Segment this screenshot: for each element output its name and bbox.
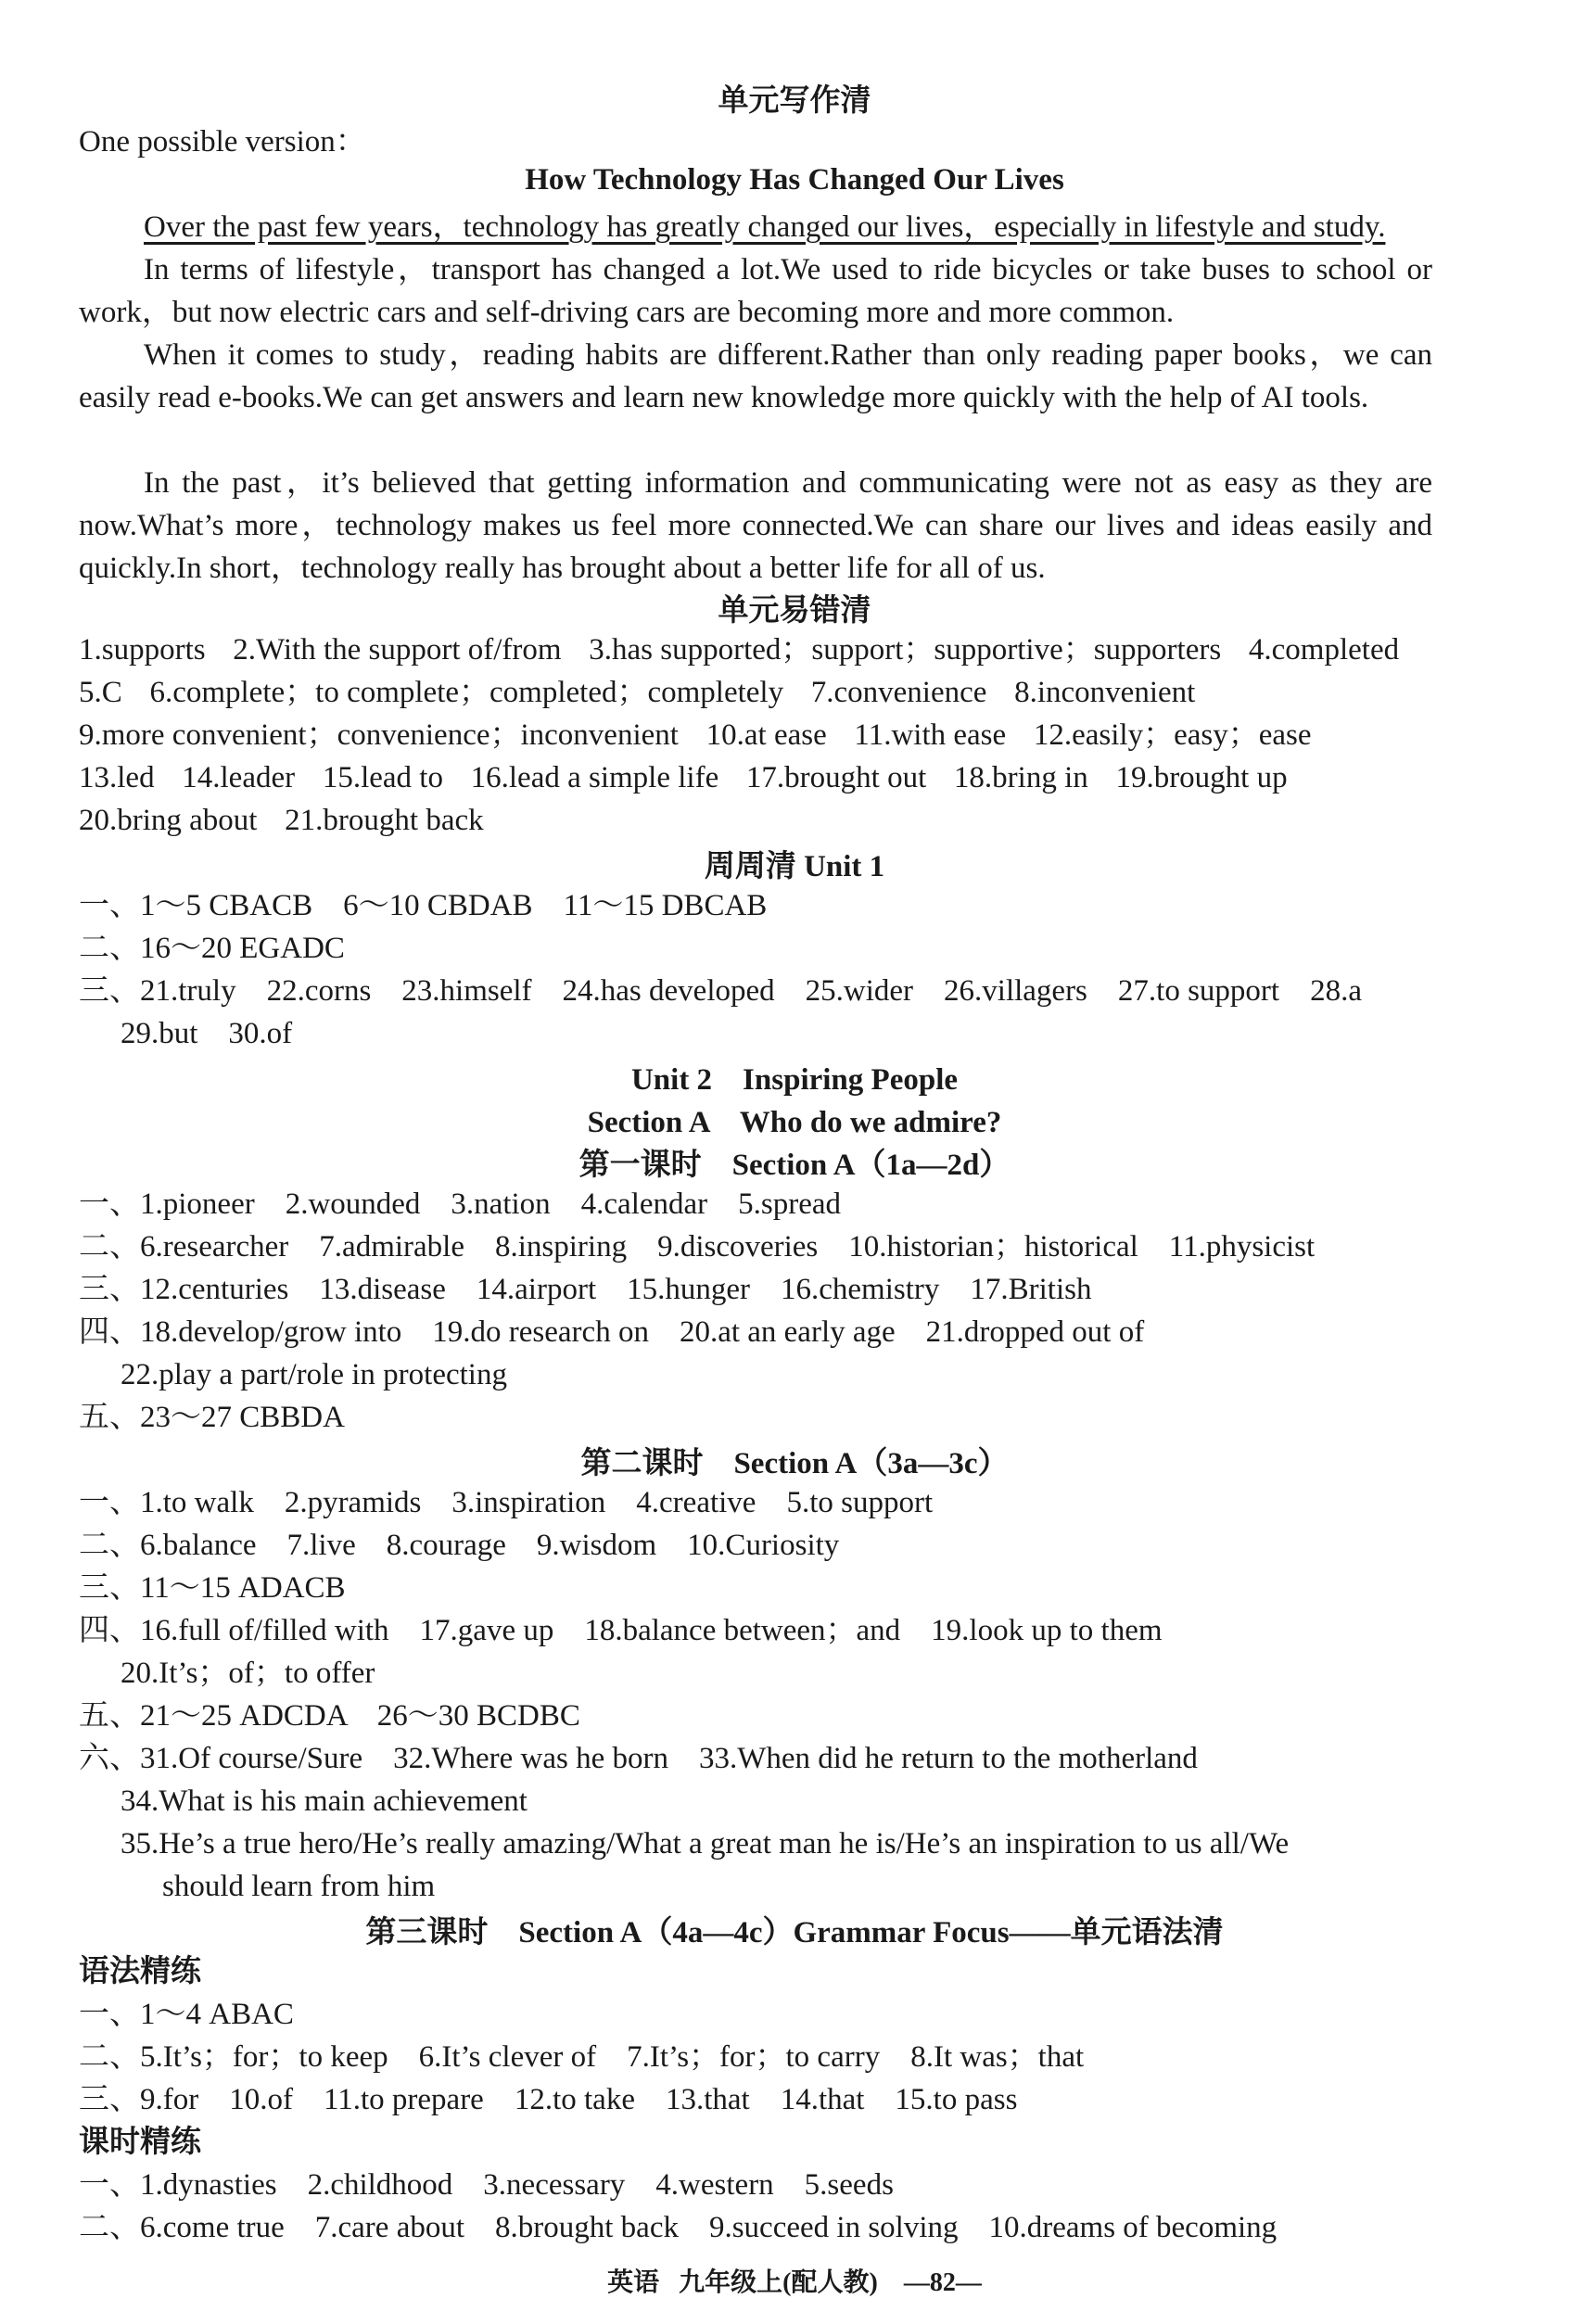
lesson2-line: should learn from him [162, 1870, 436, 1903]
essay-paragraph-3: When it comes to study，reading habits are different.Rather than only reading paper books，we can easily read e-books.We can get answers and learn new knowledge more quickly with the help of AI tools. [79, 338, 1432, 414]
answer-item: 8.inconvenient [1014, 676, 1196, 709]
lesson2-line: 二、6.balance 7.live 8.courage 9.wisdom 10.Curiosity [79, 1529, 840, 1562]
errors-heading: 单元易错清 [718, 594, 871, 628]
lesson2-line: 四、16.full of/filled with 17.gave up 18.balance between；and 19.look up to them [79, 1614, 1163, 1647]
errors-row-1 [79, 629, 1399, 671]
lesson2-line: 20.It’s；of；to offer [121, 1657, 375, 1690]
essay-topic-sentence: Over the past few years，technology has greatly changed our lives，especially in lifestyle and study. [144, 210, 1386, 244]
errors-row-3 [79, 714, 1312, 756]
answer-item: 19.brought up [1115, 761, 1288, 794]
lesson1-line: 一、1.pioneer 2.wounded 3.nation 4.calendar 5.spread [79, 1187, 842, 1221]
answer-item: 18.bring in [953, 761, 1088, 794]
weekly-line-2: 二、16～20 EGADC [79, 932, 345, 965]
unit2-section: Section A Who do we admire? [587, 1106, 1002, 1139]
errors-row-2 [79, 671, 1195, 714]
answer-item: 5.C [79, 676, 122, 709]
footer-grade: 九年级上(配人教) [679, 2268, 878, 2297]
grammar-label: 语法精练 [79, 1955, 201, 1988]
unit2-title: Unit 2 Inspiring People [630, 1063, 959, 1097]
practice-line: 二、6.come true 7.care about 8.brought back 9.succeed in solving 10.dreams of becoming [79, 2211, 1278, 2244]
footer-subject: 英语 [607, 2268, 660, 2297]
essay-paragraph-4: In the past，it’s believed that getting information and communicating were not as easy as they are now.What’s more，technology makes us feel more connected.We can share our lives and ideas easily and quickly.In short，technology really has brought about a better life for all of us. [79, 466, 1432, 585]
answer-item: 15.lead to [322, 761, 443, 794]
answer-item: 13.led [79, 761, 155, 794]
practice-label: 课时精练 [79, 2126, 201, 2159]
grammar-line: 二、5.It’s；for；to keep 6.It’s clever of 7.It’s；for；to carry 8.It was；that [79, 2040, 1085, 2074]
answer-item: 6.complete；to complete；completed；completely [149, 676, 784, 709]
lesson2-line: 六、31.Of course/Sure 32.Where was he born 33.When did he return to the motherland [79, 1742, 1198, 1775]
answer-item: 3.has supported；support；supportive；supporters [589, 633, 1222, 667]
lesson2-line: 35.He’s a true hero/He’s really amazing/What a great man he is/He’s an inspiration to us all/We [121, 1827, 1290, 1860]
weekly-heading: 周周清 Unit 1 [704, 850, 885, 883]
answer-item: 21.brought back [285, 804, 484, 837]
grammar-line: 三、9.for 10.of 11.to prepare 12.to take 13.that 14.that 15.to pass [79, 2083, 1018, 2116]
lesson1-line: 五、23～27 CBBDA [79, 1401, 345, 1434]
page-footer [0, 2262, 1589, 2299]
answer-item: 10.at ease [706, 718, 827, 752]
writing-heading: 单元写作清 [718, 84, 871, 118]
lesson1-line: 二、6.researcher 7.admirable 8.inspiring 9.discoveries 10.historian；historical 11.physicist [79, 1230, 1316, 1264]
errors-row-5 [79, 799, 484, 842]
lesson2-heading: 第二课时 Section A（3a—3c） [580, 1447, 1009, 1480]
lesson1-heading: 第一课时 Section A（1a—2d） [578, 1149, 1011, 1182]
essay-paragraph-2: In terms of lifestyle，transport has changed a lot.We used to ride bicycles or take buses to school or work，but now electric cars and self-driving cars are becoming more and more common. [79, 253, 1432, 329]
weekly-line-4: 29.but 30.of [121, 1017, 293, 1050]
grammar-line: 一、1～4 ABAC [79, 1998, 294, 2031]
answer-item: 1.supports [79, 633, 206, 667]
answer-item: 7.convenience [810, 676, 987, 709]
writing-intro: One possible version： [79, 125, 366, 159]
answer-item: 16.lead a simple life [470, 761, 719, 794]
answer-item: 17.brought out [745, 761, 927, 794]
lesson2-line: 一、1.to walk 2.pyramids 3.inspiration 4.creative 5.to support [79, 1486, 934, 1519]
weekly-line-3: 三、21.truly 22.corns 23.himself 24.has developed 25.wider 26.villagers 27.to support 28.a [79, 974, 1362, 1008]
practice-line: 一、1.dynasties 2.childhood 3.necessary 4.western 5.seeds [79, 2168, 894, 2202]
answer-item: 12.easily；easy；ease [1033, 718, 1312, 752]
lesson2-line: 三、11～15 ADACB [79, 1571, 346, 1605]
answer-item: 2.With the support of/from [233, 633, 562, 667]
page-number: —82— [903, 2268, 982, 2297]
lesson1-line: 四、18.develop/grow into 19.do research on 20.at an early age 21.dropped out of [79, 1315, 1145, 1349]
answer-item: 11.with ease [854, 718, 1007, 752]
weekly-line-1: 一、1～5 CBACB 6～10 CBDAB 11～15 DBCAB [79, 889, 768, 922]
lesson2-line: 五、21～25 ADCDA 26～30 BCDBC [79, 1699, 580, 1733]
lesson3-heading: 第三课时 Section A（4a—4c）Grammar Focus——单元语法清 [365, 1916, 1224, 1949]
answer-item: 9.more convenient；convenience；inconvenient [79, 718, 679, 752]
lesson2-line: 34.What is his main achievement [121, 1784, 528, 1818]
lesson1-line: 22.play a part/role in protecting [121, 1358, 507, 1391]
answer-item: 20.bring about [79, 804, 258, 837]
essay-paragraph-1 [79, 206, 1432, 248]
answer-item: 4.completed [1248, 633, 1400, 667]
answer-item: 14.leader [182, 761, 296, 794]
errors-row-4 [79, 756, 1288, 799]
essay-title: How Technology Has Changed Our Lives [525, 163, 1064, 197]
lesson1-line: 三、12.centuries 13.disease 14.airport 15.hunger 16.chemistry 17.British [79, 1273, 1092, 1306]
